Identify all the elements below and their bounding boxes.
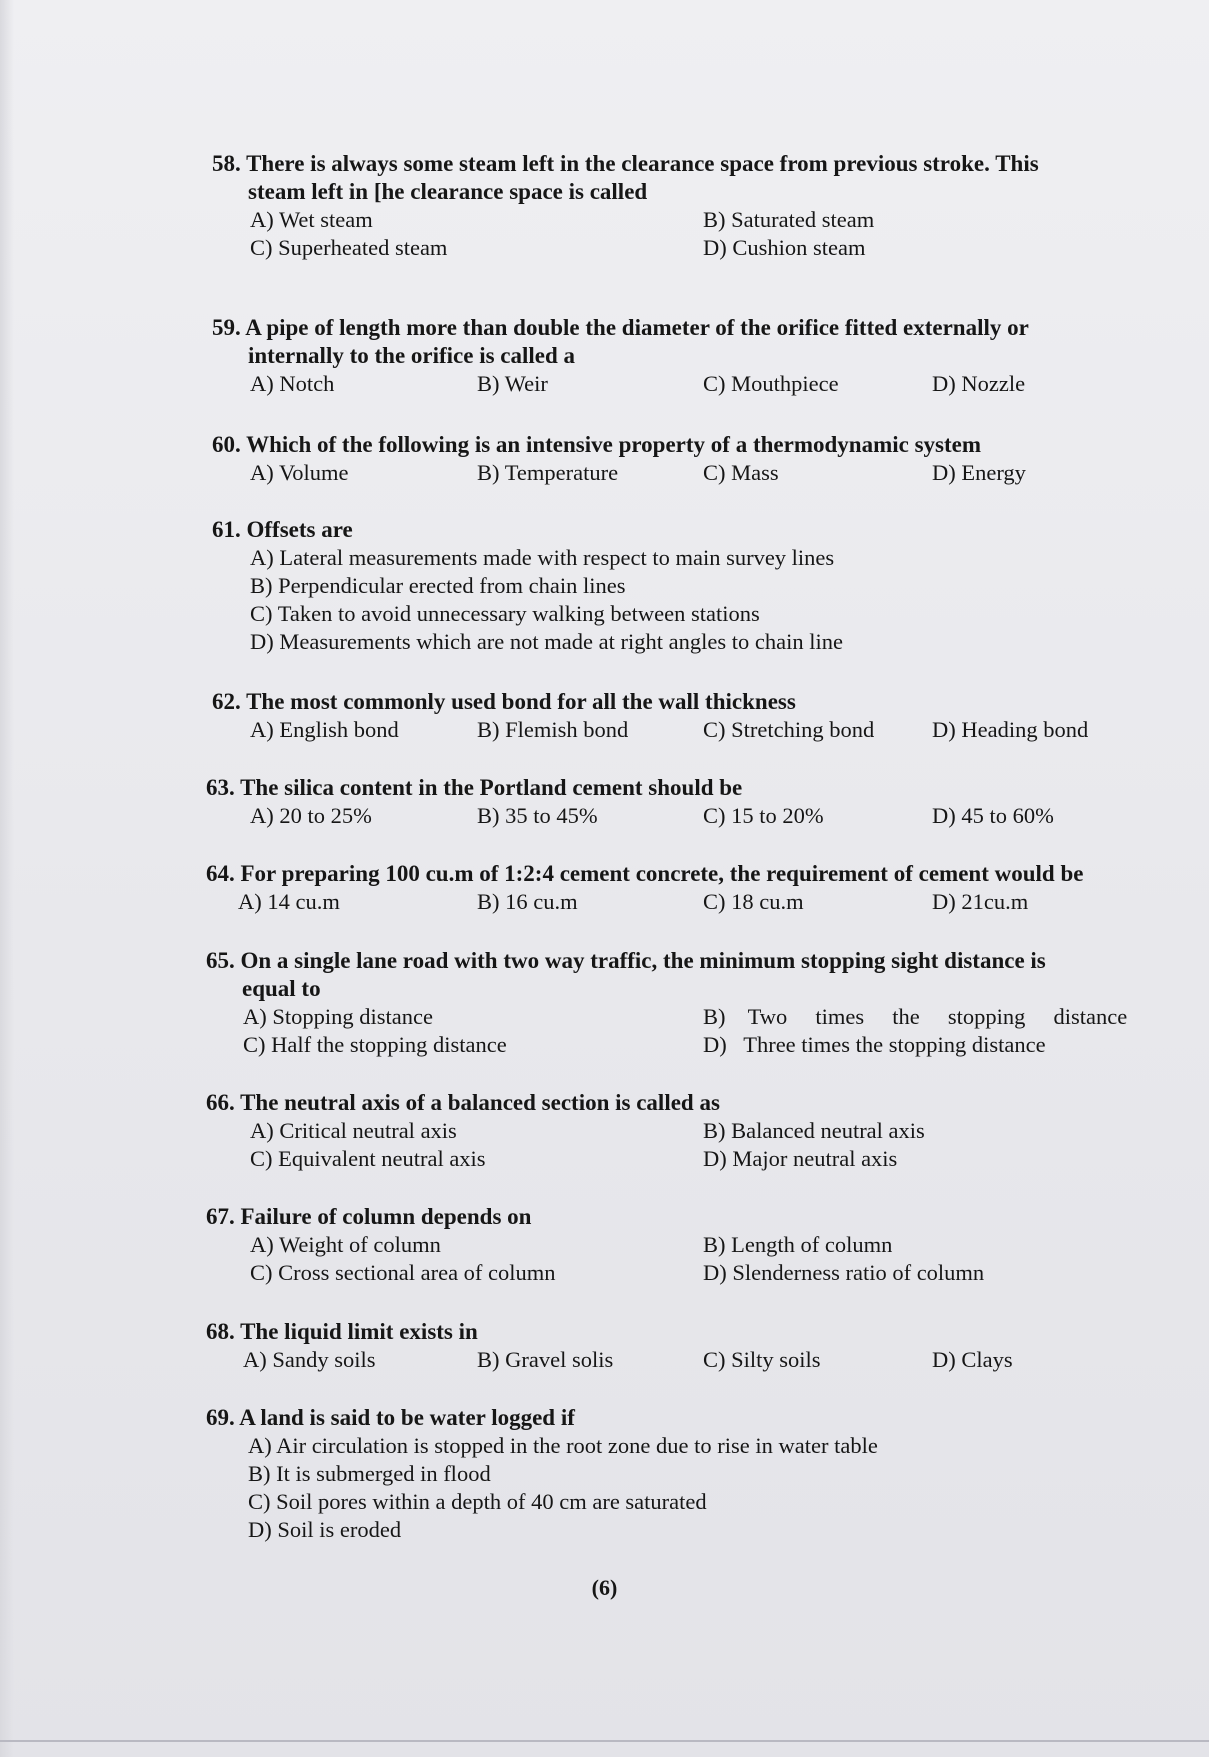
- option-a[interactable]: A) Sandy soils: [243, 1347, 376, 1372]
- option-c[interactable]: C) Taken to avoid unnecessary walking between stations: [250, 601, 760, 626]
- question-text: Offsets are: [246, 517, 353, 542]
- option-d[interactable]: D) Slenderness ratio of column: [703, 1260, 985, 1285]
- option-b[interactable]: B) 16 cu.m: [477, 889, 578, 914]
- question-text: The neutral axis of a balanced section is called as: [240, 1090, 720, 1115]
- option-d[interactable]: D) Energy: [932, 460, 1026, 485]
- options-row: [0, 370, 1209, 398]
- option-a[interactable]: A) Weight of column: [250, 1232, 441, 1257]
- option-a[interactable]: A) Volume: [250, 460, 349, 485]
- question-text: On a single lane road with two way traffic, the minimum stopping sight distance is: [240, 948, 1046, 973]
- question-68: [0, 1318, 1209, 1374]
- question-text: The most commonly used bond for all the wall thickness: [246, 689, 796, 714]
- question-67: [0, 1203, 1209, 1287]
- question-62: [0, 688, 1209, 744]
- option-c[interactable]: C) Silty soils: [703, 1347, 821, 1372]
- question-number: 67.: [206, 1204, 235, 1229]
- options-row: [0, 1460, 1209, 1488]
- question-text: A land is said to be water logged if: [239, 1405, 575, 1430]
- options-row: [0, 544, 1209, 572]
- question-stem: [0, 860, 1209, 888]
- option-b[interactable]: B) Two times the stopping distance: [703, 1004, 1128, 1029]
- question-number: 64.: [206, 861, 235, 886]
- question-number: 66.: [206, 1090, 235, 1115]
- question-stem: [0, 1089, 1209, 1117]
- question-stem: [0, 431, 1209, 459]
- option-b[interactable]: B) It is submerged in flood: [248, 1461, 491, 1486]
- option-d[interactable]: D) Soil is eroded: [248, 1517, 402, 1542]
- question-64: [0, 860, 1209, 916]
- options-row: [0, 206, 1209, 234]
- option-d[interactable]: D) Heading bond: [932, 717, 1089, 742]
- option-c[interactable]: C) Stretching bond: [703, 717, 875, 742]
- options-row: [0, 1488, 1209, 1516]
- option-a[interactable]: A) English bond: [250, 717, 399, 742]
- options-row: [0, 572, 1209, 600]
- options-row: [0, 1231, 1209, 1259]
- option-a[interactable]: A) Lateral measurements made with respect to main survey lines: [250, 545, 835, 570]
- question-text: A pipe of length more than double the diameter of the orifice fitted externally or: [245, 315, 1029, 340]
- option-d[interactable]: D) Measurements which are not made at right angles to chain line: [250, 629, 843, 654]
- question-stem: [0, 688, 1209, 716]
- option-a[interactable]: A) 14 cu.m: [238, 889, 340, 914]
- question-text-line2: internally to the orifice is called a: [248, 343, 576, 368]
- question-text: The liquid limit exists in: [240, 1319, 478, 1344]
- option-c[interactable]: C) 15 to 20%: [703, 803, 824, 828]
- question-number: 65.: [206, 948, 235, 973]
- options-row: [0, 1003, 1209, 1031]
- option-d[interactable]: D) Clays: [932, 1347, 1013, 1372]
- option-b[interactable]: B) Gravel solis: [477, 1347, 614, 1372]
- options-row: [0, 716, 1209, 744]
- question-text-line2: equal to: [242, 976, 321, 1001]
- question-58: [0, 150, 1209, 262]
- options-row: [0, 1145, 1209, 1173]
- option-c[interactable]: C) Mass: [703, 460, 779, 485]
- options-row: [0, 628, 1209, 656]
- option-d[interactable]: D) Nozzle: [932, 371, 1026, 396]
- option-c[interactable]: C) Half the stopping distance: [243, 1032, 507, 1057]
- option-a[interactable]: A) Air circulation is stopped in the root zone due to rise in water table: [248, 1433, 878, 1458]
- question-number: 60.: [212, 432, 241, 457]
- question-59: [0, 314, 1209, 398]
- option-b[interactable]: B) Weir: [477, 371, 548, 396]
- option-b[interactable]: B) Length of column: [703, 1232, 893, 1257]
- question-text: There is always some steam left in the clearance space from previous stroke. This: [246, 151, 1039, 176]
- option-b[interactable]: B) Balanced neutral axis: [703, 1118, 925, 1143]
- option-b[interactable]: B) Temperature: [477, 460, 619, 485]
- question-60: [0, 431, 1209, 487]
- question-number: 68.: [206, 1319, 235, 1344]
- options-row: [0, 1259, 1209, 1287]
- option-c[interactable]: C) 18 cu.m: [703, 889, 804, 914]
- option-c[interactable]: C) Soil pores within a depth of 40 cm are saturated: [248, 1489, 707, 1514]
- options-row: [0, 1432, 1209, 1460]
- page-bottom-border: [0, 1740, 1209, 1742]
- option-d[interactable]: D) Three times the stopping distance: [703, 1032, 1046, 1057]
- question-number: 59.: [212, 315, 241, 340]
- option-a[interactable]: A) Wet steam: [250, 207, 373, 232]
- question-number: 69.: [206, 1405, 235, 1430]
- option-b[interactable]: B) Perpendicular erected from chain lines: [250, 573, 626, 598]
- question-number: 58.: [212, 151, 241, 176]
- question-stem: [0, 1203, 1209, 1231]
- question-text: Which of the following is an intensive property of a thermodynamic system: [246, 432, 982, 457]
- option-a[interactable]: A) Stopping distance: [243, 1004, 433, 1029]
- option-d[interactable]: D) 21cu.m: [932, 889, 1029, 914]
- option-c[interactable]: C) Mouthpiece: [703, 371, 839, 396]
- options-row: [0, 459, 1209, 487]
- options-row: [0, 1516, 1209, 1544]
- options-row: [0, 888, 1209, 916]
- question-text: Failure of column depends on: [240, 1204, 532, 1229]
- question-stem: [0, 314, 1209, 342]
- option-c[interactable]: C) Equivalent neutral axis: [250, 1146, 486, 1171]
- question-text-line2: steam left in [he clearance space is called: [248, 179, 648, 204]
- question-stem: [0, 150, 1209, 178]
- options-row: [0, 600, 1209, 628]
- question-stem: [0, 1404, 1209, 1432]
- question-stem: [0, 516, 1209, 544]
- page-number: (6): [591, 1575, 618, 1600]
- question-61: [0, 516, 1209, 656]
- option-c[interactable]: C) Cross sectional area of column: [250, 1260, 556, 1285]
- option-d[interactable]: D) Major neutral axis: [703, 1146, 898, 1171]
- option-c[interactable]: C) Superheated steam: [250, 235, 448, 260]
- question-stem: [0, 774, 1209, 802]
- option-b[interactable]: B) Saturated steam: [703, 207, 875, 232]
- option-a[interactable]: A) Critical neutral axis: [250, 1118, 457, 1143]
- question-number: 62.: [212, 689, 241, 714]
- option-b[interactable]: B) Flemish bond: [477, 717, 629, 742]
- option-a[interactable]: A) 20 to 25%: [250, 803, 372, 828]
- question-69: [0, 1404, 1209, 1544]
- option-d[interactable]: D) 45 to 60%: [932, 803, 1054, 828]
- option-a[interactable]: A) Notch: [250, 371, 335, 396]
- question-65: [0, 947, 1209, 1059]
- question-text: For preparing 100 cu.m of 1:2:4 cement concrete, the requirement of cement would be: [240, 861, 1084, 886]
- question-number: 63.: [206, 775, 235, 800]
- options-row: [0, 802, 1209, 830]
- question-number: 61.: [212, 517, 241, 542]
- options-row: [0, 1117, 1209, 1145]
- question-stem: [0, 947, 1209, 975]
- question-63: [0, 774, 1209, 830]
- question-text: The silica content in the Portland cement should be: [240, 775, 743, 800]
- option-d[interactable]: D) Cushion steam: [703, 235, 866, 260]
- options-row: [0, 1346, 1209, 1374]
- options-row: [0, 234, 1209, 262]
- question-stem: [0, 1318, 1209, 1346]
- option-b[interactable]: B) 35 to 45%: [477, 803, 598, 828]
- options-row: [0, 1031, 1209, 1059]
- question-66: [0, 1089, 1209, 1173]
